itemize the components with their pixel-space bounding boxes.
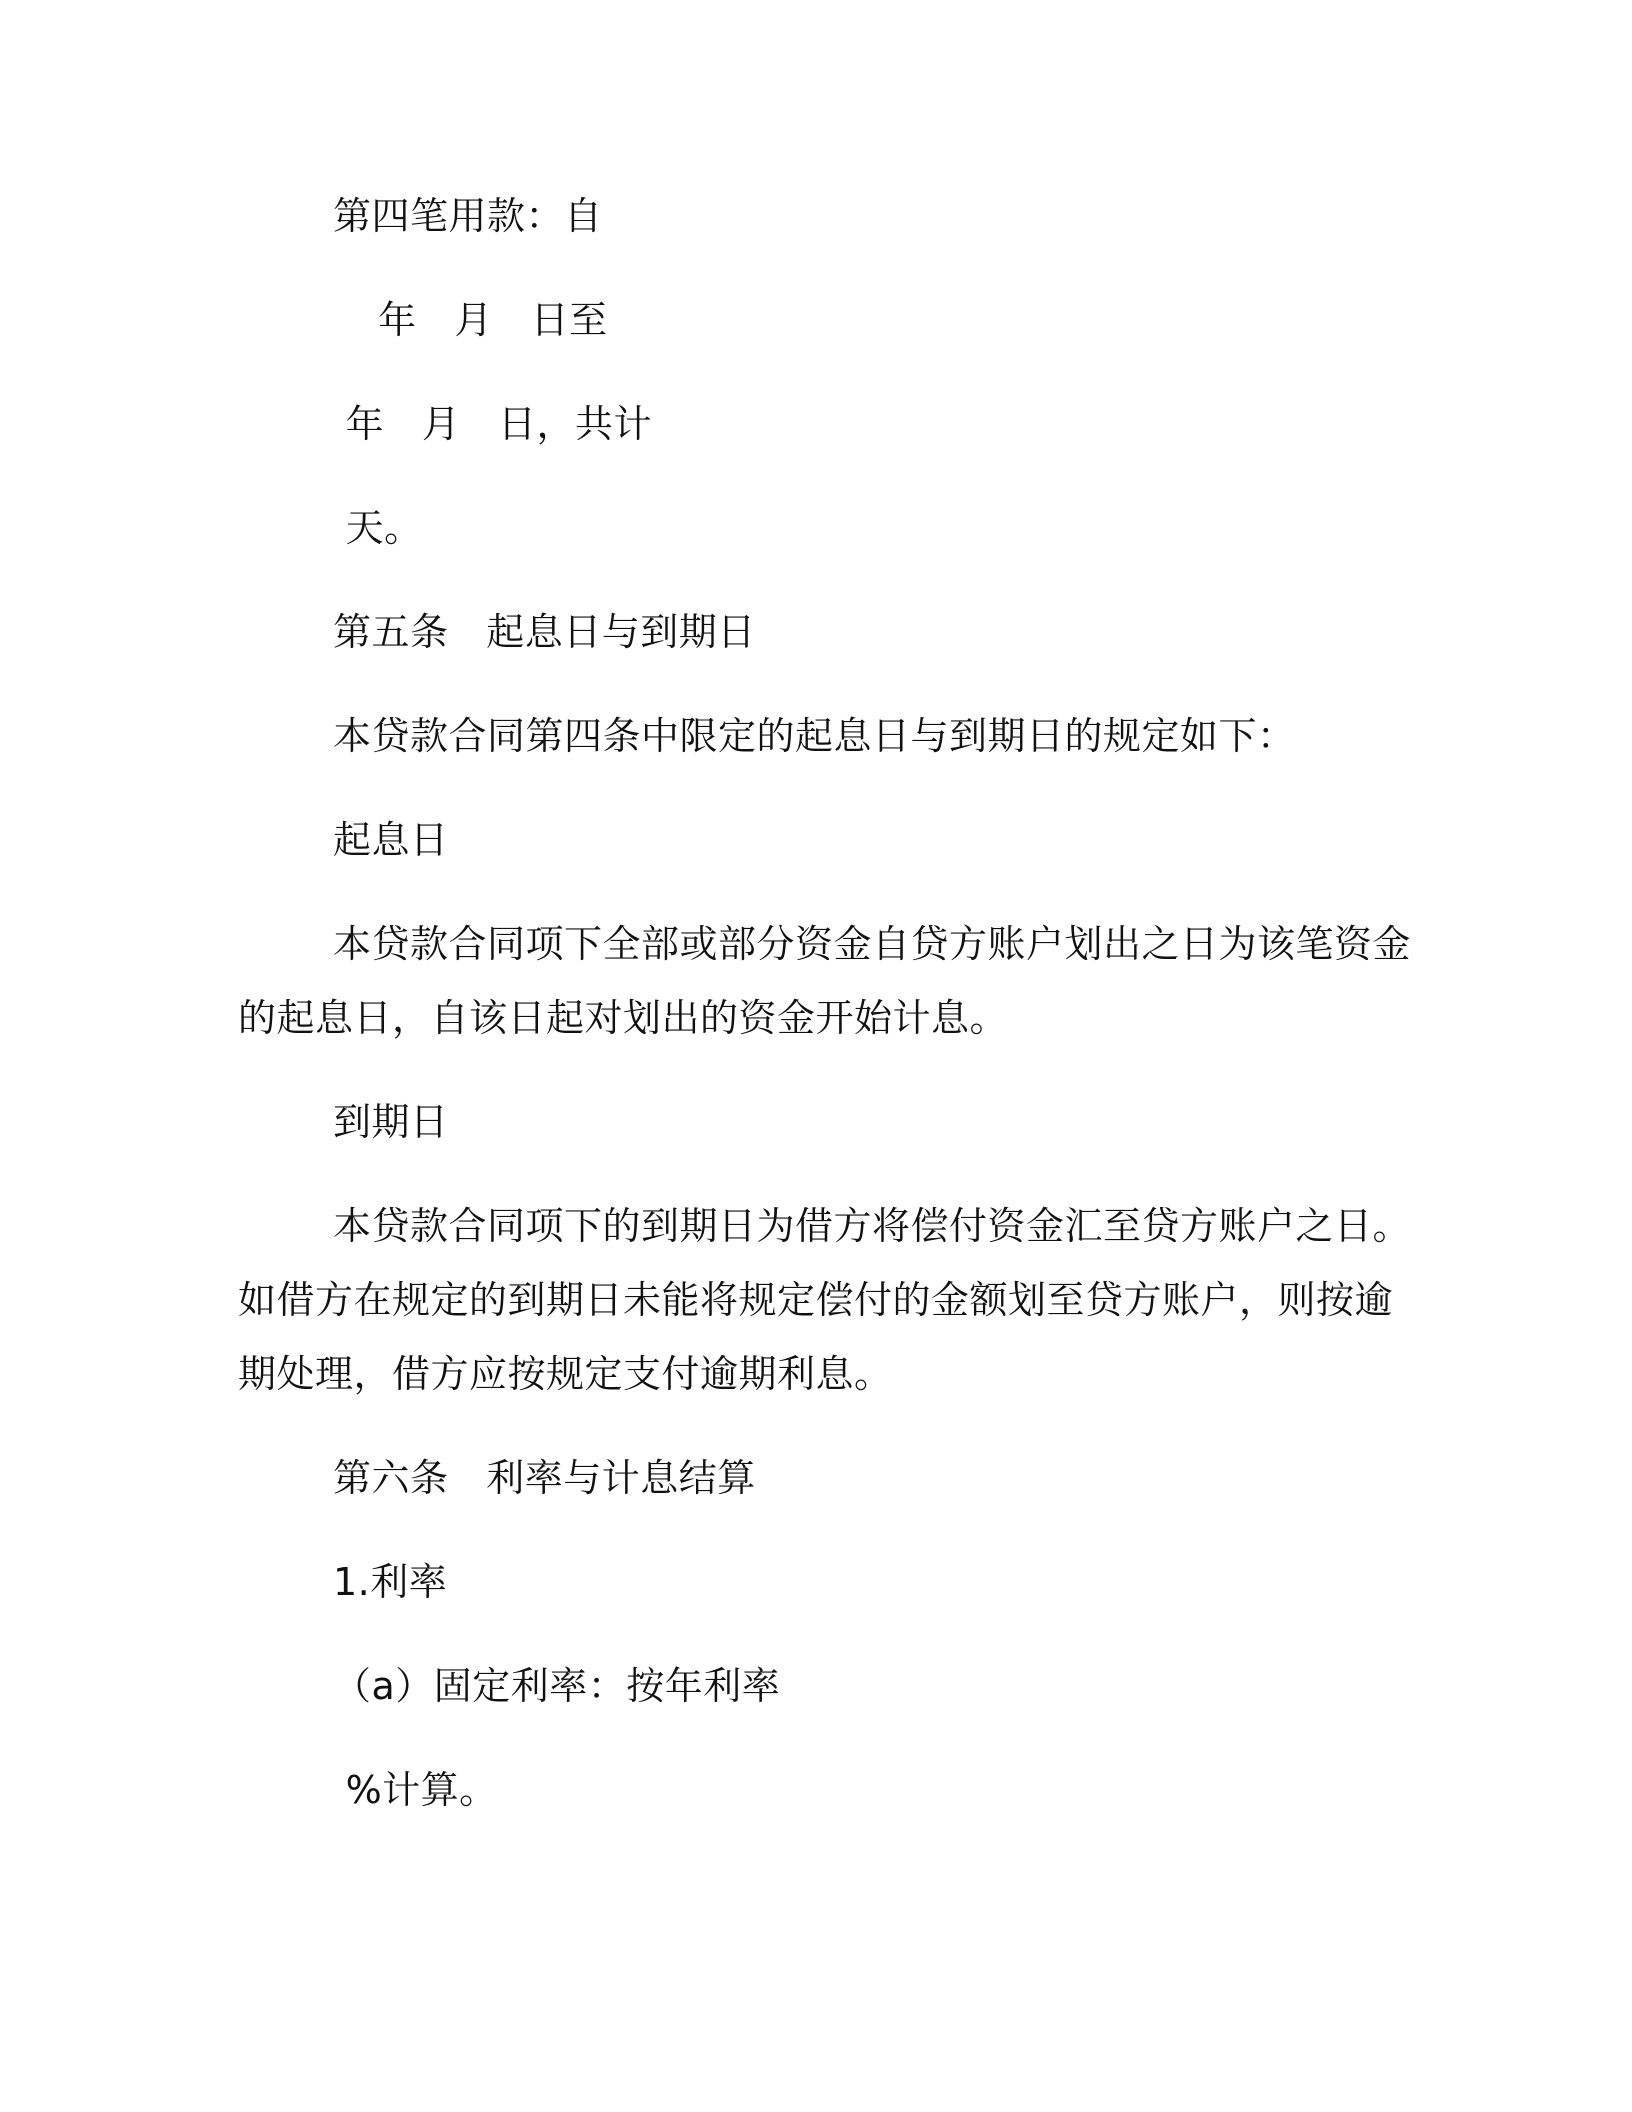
text-line-17: %计算。 — [333, 1768, 498, 1812]
text-line-8: 本贷款合同项下全部或部分资金自贷方账户划出之日为该笔资金 — [333, 922, 1412, 966]
subheading-maturity-date: 到期日 — [333, 1100, 449, 1144]
subheading-start-date: 起息日 — [333, 818, 449, 862]
text-line-12: 如借方在规定的到期日未能将规定偿付的金额划至贷方账户，则按逾 — [238, 1278, 1394, 1322]
text-line-6: 本贷款合同第四条中限定的起息日与到期日的规定如下： — [333, 714, 1296, 758]
article-5-heading: 第五条 起息日与到期日 — [333, 610, 756, 654]
text-line-13: 期处理，借方应按规定支付逾期利息。 — [238, 1352, 893, 1396]
section-1-interest-rate: 1.利率 — [333, 1560, 448, 1604]
text-line-11: 本贷款合同项下的到期日为借方将偿付资金汇至贷方账户之日。 — [333, 1204, 1412, 1248]
text-line-2: 年 月 日至 — [353, 298, 608, 342]
text-line-16: （a）固定利率：按年利率 — [333, 1664, 781, 1708]
text-line-4: 天。 — [333, 506, 423, 550]
text-line-9: 的起息日，自该日起对划出的资金开始计息。 — [238, 996, 1009, 1040]
text-line-1: 第四笔用款：自 — [333, 194, 603, 238]
text-line-3: 年 月 日，共计 — [333, 402, 653, 446]
article-6-heading: 第六条 利率与计息结算 — [333, 1456, 756, 1500]
